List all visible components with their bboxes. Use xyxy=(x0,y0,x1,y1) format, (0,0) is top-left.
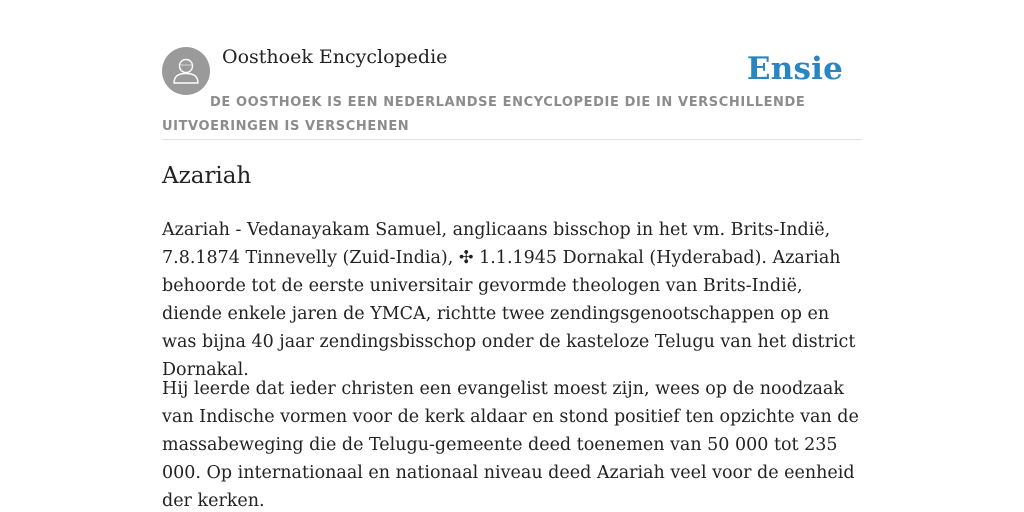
user-icon xyxy=(162,47,210,95)
avatar[interactable] xyxy=(162,47,210,95)
site-header xyxy=(162,0,862,140)
article-paragraph: Hij leerde dat ieder christen een evangelist moest zijn, wees op de noodzaak van Indische vormen voor de kerk aldaar en stond positief ten opzichte van de massabeweging die de Telugu-gemeente deed toenemen van 50 000 tot 235 000. Op internationaal en nationaal niveau deed Azariah veel voor de eenheid der kerken. xyxy=(162,379,859,511)
article-paragraph: Azariah - Vedanayakam Samuel, anglicaans bisschop in het vm. Brits-Indië, 7.8.1874 Tinnevelly (Zuid-India), ✣ 1.1.1945 Dornakal (Hyderabad). Azariah behoorde tot de eerste universitair gevormde theologen van Brits-Indië, diende enkele jaren de YMCA, richtte twee zendingsgenootschappen op en was bijna 40 jaar zendingsbisschop onder de kasteloze Telugu van het district Dornakal. xyxy=(162,220,856,380)
brand-logo[interactable]: Ensie xyxy=(746,51,843,87)
article-title: Azariah xyxy=(162,163,252,189)
site-title[interactable]: Oosthoek Encyclopedie xyxy=(222,46,448,68)
page-container xyxy=(162,0,862,511)
site-tagline: DE OOSTHOEK IS EEN NEDERLANDSE ENCYCLOPEDIE DIE IN VERSCHILLENDE UITVOERINGEN IS VERSCHENEN xyxy=(162,95,806,134)
